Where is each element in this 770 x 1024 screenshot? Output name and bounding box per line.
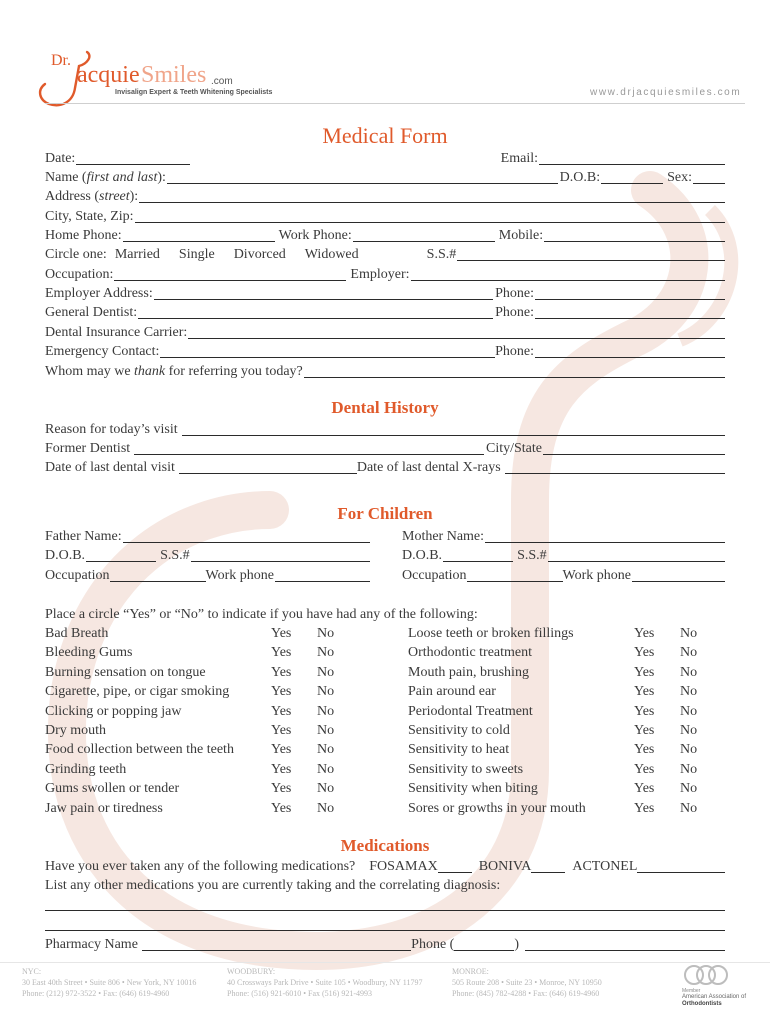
condition-yes-option[interactable]: Yes — [634, 800, 655, 816]
mother-dob-label: D.O.B. — [402, 548, 443, 563]
condition-no-option[interactable]: No — [680, 626, 698, 641]
form-title: Medical Form — [322, 123, 448, 148]
medications-heading: Medications — [340, 836, 430, 855]
monroe-label: MONROE: — [452, 967, 489, 976]
condition-label: Cigarette, pipe, or cigar smoking — [45, 684, 230, 700]
condition-label: Clicking or popping jaw — [45, 703, 182, 719]
condition-no-option[interactable]: No — [680, 761, 698, 777]
logo-dr: Dr. — [51, 52, 71, 69]
date-label: Date: — [45, 151, 76, 166]
row-marital — [45, 245, 725, 264]
insurance-label: Dental Insurance Carrier: — [45, 325, 188, 340]
condition-yes-option[interactable]: Yes — [271, 703, 292, 719]
mother-occupation-label: Occupation — [402, 568, 467, 583]
condition-no-option[interactable]: No — [680, 684, 698, 700]
condition-label: Jaw pain or tiredness — [45, 800, 163, 816]
condition-label: Sensitivity to sweets — [408, 761, 524, 777]
condition-no-option[interactable]: No — [680, 742, 698, 758]
father-work-phone-field[interactable] — [275, 580, 370, 582]
monroe-address: 505 Route 208 • Suite 23 • Monroe, NY 10950 — [452, 978, 602, 987]
row-mother-name — [402, 527, 725, 546]
condition-label: Bad Breath — [45, 626, 109, 641]
employer-phone-label: Phone: — [495, 286, 534, 301]
mother-dob-field[interactable] — [443, 560, 513, 562]
condition-yes-option[interactable]: Yes — [634, 664, 655, 680]
condition-yes-option[interactable]: Yes — [634, 742, 655, 758]
actonel-field[interactable] — [637, 871, 725, 873]
condition-yes-option[interactable]: Yes — [271, 664, 292, 680]
medications-line-1[interactable] — [45, 910, 725, 911]
condition-yes-option[interactable]: Yes — [271, 781, 292, 797]
footer-divider — [0, 962, 770, 963]
boniva-label: BONIVA — [478, 859, 532, 874]
mother-work-phone-label: Work phone — [562, 568, 631, 583]
row-name — [45, 168, 725, 187]
row-father-name — [45, 527, 370, 546]
general-dentist-field[interactable] — [138, 317, 493, 319]
medications-question: Have you ever taken any of the following medications? — [45, 859, 356, 874]
row-former-dentist — [45, 439, 725, 458]
medications-line-2[interactable] — [45, 930, 725, 931]
condition-yes-option[interactable]: Yes — [271, 723, 292, 738]
logo-com: .com — [211, 76, 233, 87]
pharmacy-name-label: Pharmacy Name — [45, 937, 138, 952]
condition-label: Gums swollen or tender — [45, 781, 180, 797]
condition-label: Dry mouth — [45, 723, 107, 738]
father-occupation-label: Occupation — [45, 568, 110, 583]
email-field[interactable] — [539, 163, 725, 165]
woodbury-label: WOODBURY: — [227, 967, 276, 976]
condition-yes-option[interactable]: Yes — [634, 723, 655, 738]
father-dob-label: D.O.B. — [45, 548, 86, 563]
condition-no-option[interactable]: No — [317, 645, 335, 661]
header-divider — [45, 103, 745, 104]
logo — [35, 48, 295, 108]
ss-field[interactable] — [457, 259, 725, 261]
row-insurance — [45, 323, 725, 342]
condition-yes-option[interactable]: Yes — [634, 703, 655, 719]
condition-no-option[interactable]: No — [317, 800, 335, 816]
website-url[interactable]: www.drjacquiesmiles.com — [590, 87, 742, 98]
option-divorced[interactable]: Divorced — [233, 247, 286, 262]
emergency-field[interactable] — [160, 356, 495, 358]
row-last-visit — [45, 458, 725, 477]
circle-one-label: Circle one: — [45, 247, 107, 262]
condition-label: Orthodontic treatment — [408, 645, 533, 661]
mother-work-phone-field[interactable] — [632, 580, 725, 582]
work-phone-field[interactable] — [353, 240, 495, 242]
emergency-label: Emergency Contact: — [45, 344, 160, 359]
row-mother-dob — [402, 546, 725, 565]
mother-occupation-field[interactable] — [467, 580, 563, 582]
dob-label: D.O.B: — [559, 170, 601, 185]
name-label: Name (first and last): — [45, 170, 166, 185]
row-phones — [45, 226, 725, 245]
fosamax-label: FOSAMAX — [369, 859, 438, 874]
row-employer-address — [45, 284, 725, 303]
condition-yes-option[interactable]: Yes — [634, 761, 655, 777]
condition-label: Pain around ear — [408, 684, 496, 700]
condition-no-option[interactable]: No — [680, 645, 698, 661]
father-occupation-field[interactable] — [110, 580, 206, 582]
condition-no-option[interactable]: No — [680, 703, 698, 719]
condition-yes-option[interactable]: Yes — [271, 761, 292, 777]
father-dob-field[interactable] — [86, 560, 156, 562]
woodbury-phone: Phone: (516) 921-6010 • Fax (516) 921-4993 — [227, 989, 373, 998]
nyc-phone: Phone: (212) 972-3522 • Fax: (646) 619-4960 — [22, 989, 170, 998]
father-name-label: Father Name: — [45, 529, 122, 544]
condition-yes-option[interactable]: Yes — [634, 626, 655, 641]
sex-field[interactable] — [693, 182, 725, 184]
condition-label: Loose teeth or broken fillings — [408, 626, 574, 641]
pharmacy-area-code-field[interactable] — [454, 949, 514, 951]
sex-label: Sex: — [667, 170, 692, 185]
emergency-phone-field[interactable] — [535, 356, 725, 358]
aao-emblem-icon — [684, 963, 728, 987]
employer-field[interactable] — [411, 279, 725, 281]
date-field[interactable] — [76, 163, 190, 165]
condition-no-option[interactable]: No — [317, 626, 335, 641]
last-xrays-field[interactable] — [505, 472, 725, 474]
condition-label: Sores or growths in your mouth — [408, 800, 586, 816]
condition-yes-option[interactable]: Yes — [634, 781, 655, 797]
condition-label: Bleeding Gums — [45, 645, 133, 661]
referral-field[interactable] — [304, 376, 725, 378]
pharmacy-phone-close: ) — [514, 937, 519, 952]
condition-no-option[interactable]: No — [317, 781, 335, 797]
ss-label: S.S.# — [426, 247, 457, 262]
father-ss-field[interactable] — [191, 560, 370, 562]
condition-no-option[interactable]: No — [317, 684, 335, 700]
dentist-phone-label: Phone: — [495, 305, 534, 320]
emergency-phone-label: Phone: — [495, 344, 534, 359]
logo-name-smiles: Smiles — [141, 62, 207, 88]
condition-no-option[interactable]: No — [317, 703, 335, 719]
list-other-medications: List any other medications you are currently taking and the correlating diagnosis: — [45, 878, 501, 893]
address-field[interactable] — [139, 201, 725, 203]
row-referral — [45, 362, 725, 381]
condition-yes-option[interactable]: Yes — [634, 684, 655, 700]
logo-name-acquie: acquie — [77, 62, 140, 88]
option-single[interactable]: Single — [178, 247, 215, 262]
condition-label: Grinding teeth — [45, 761, 127, 777]
last-xrays-label: Date of last dental X-rays — [356, 460, 501, 475]
condition-yes-option[interactable]: Yes — [271, 645, 292, 661]
footer-woodbury — [227, 966, 422, 999]
city-state-field[interactable] — [543, 453, 725, 455]
home-phone-label: Home Phone: — [45, 228, 122, 243]
condition-label: Burning sensation on tongue — [45, 664, 206, 680]
last-visit-field[interactable] — [179, 472, 357, 474]
employer-address-label: Employer Address: — [45, 286, 153, 301]
pharmacy-name-field[interactable] — [142, 949, 411, 951]
former-dentist-label: Former Dentist — [45, 441, 131, 456]
option-widowed[interactable]: Widowed — [304, 247, 359, 262]
mobile-label: Mobile: — [498, 228, 544, 243]
occupation-label: Occupation: — [45, 267, 114, 282]
father-ss-label: S.S.# — [160, 548, 190, 563]
children-heading: For Children — [337, 504, 433, 523]
condition-no-option[interactable]: No — [317, 761, 335, 777]
dentist-phone-field[interactable] — [535, 317, 725, 319]
condition-no-option[interactable]: No — [317, 723, 335, 738]
condition-label: Sensitivity to heat — [408, 742, 510, 758]
insurance-field[interactable] — [188, 337, 725, 339]
actonel-label: ACTONEL — [572, 859, 638, 874]
pharmacy-phone-field[interactable] — [525, 949, 725, 951]
mother-ss-label: S.S.# — [517, 548, 547, 563]
condition-no-option[interactable]: No — [680, 781, 698, 797]
general-dentist-label: General Dentist: — [45, 305, 138, 320]
city-label: City, State, Zip: — [45, 209, 134, 224]
row-medications-question — [45, 857, 725, 876]
aao-member: Member — [682, 988, 701, 994]
monroe-phone: Phone: (845) 782-4288 • Fax: (646) 619-4960 — [452, 989, 600, 998]
former-dentist-field[interactable] — [134, 453, 484, 455]
dental-history-heading: Dental History — [331, 398, 439, 417]
referral-label: Whom may we thank for referring you today? — [45, 364, 303, 379]
woodbury-address: 40 Crossways Park Drive • Suite 105 • Woodbury, NY 11797 — [227, 978, 423, 987]
option-married[interactable]: Married — [114, 247, 160, 262]
condition-label: Sensitivity when biting — [408, 781, 538, 797]
last-visit-label: Date of last dental visit — [45, 460, 175, 475]
condition-no-option[interactable]: No — [317, 664, 335, 680]
email-label: Email: — [500, 151, 538, 166]
condition-label: Mouth pain, brushing — [408, 664, 529, 680]
city-field[interactable] — [135, 221, 725, 223]
row-father-occupation — [45, 566, 370, 585]
nyc-label: NYC: — [22, 967, 42, 976]
mother-name-field[interactable] — [485, 541, 725, 543]
mother-name-label: Mother Name: — [402, 529, 485, 544]
father-work-phone-label: Work phone — [205, 568, 274, 583]
condition-yes-option[interactable]: Yes — [271, 742, 292, 758]
aao-line1: American Association of — [682, 994, 747, 1000]
employer-address-field[interactable] — [154, 298, 493, 300]
condition-yes-option[interactable]: Yes — [271, 626, 292, 641]
condition-no-option[interactable]: No — [680, 664, 698, 680]
fosamax-field[interactable] — [438, 871, 472, 873]
condition-no-option[interactable]: No — [680, 723, 698, 738]
condition-yes-option[interactable]: Yes — [271, 800, 292, 816]
employer-phone-field[interactable] — [535, 298, 725, 300]
address-label: Address (street): — [45, 189, 139, 204]
reason-label: Reason for today’s visit — [45, 422, 178, 437]
logo-tagline: Invisalign Expert & Teeth Whitening Specialists — [115, 89, 273, 96]
condition-label: Periodontal Treatment — [408, 703, 533, 719]
row-mother-occupation — [402, 566, 725, 585]
name-field[interactable] — [167, 182, 558, 184]
condition-label: Sensitivity to cold — [408, 723, 510, 738]
father-name-field[interactable] — [123, 541, 370, 543]
row-emergency — [45, 342, 725, 361]
occupation-field[interactable] — [114, 279, 346, 281]
row-city — [45, 207, 725, 226]
row-father-dob — [45, 546, 370, 565]
work-phone-label: Work Phone: — [278, 228, 352, 243]
row-date-email — [45, 149, 725, 168]
dob-field[interactable] — [601, 182, 663, 184]
condition-yes-option[interactable]: Yes — [271, 684, 292, 700]
row-address — [45, 187, 725, 206]
pharmacy-phone-label: Phone ( — [411, 937, 455, 952]
footer-nyc — [22, 966, 196, 999]
aao-logo — [682, 963, 752, 1013]
boniva-field[interactable] — [531, 871, 565, 873]
condition-no-option[interactable]: No — [680, 800, 698, 816]
condition-yes-option[interactable]: Yes — [634, 645, 655, 661]
nyc-address: 30 East 40th Street • Suite 806 • New York, NY 10016 — [22, 978, 197, 987]
employer-label: Employer: — [350, 267, 410, 282]
footer-monroe — [452, 966, 602, 999]
row-pharmacy — [45, 935, 725, 954]
condition-label: Food collection between the teeth — [45, 742, 234, 758]
row-reason — [45, 420, 725, 439]
row-general-dentist — [45, 303, 725, 322]
condition-no-option[interactable]: No — [317, 742, 335, 758]
home-phone-field[interactable] — [123, 240, 275, 242]
reason-field[interactable] — [182, 434, 725, 436]
conditions-intro: Place a circle “Yes” or “No” to indicate if you have had any of the following: — [45, 607, 478, 622]
aao-line2: Orthodontists — [682, 1001, 722, 1007]
mother-ss-field[interactable] — [548, 560, 725, 562]
mobile-field[interactable] — [544, 240, 725, 242]
city-state-label: City/State — [486, 441, 542, 456]
row-occupation — [45, 265, 725, 284]
